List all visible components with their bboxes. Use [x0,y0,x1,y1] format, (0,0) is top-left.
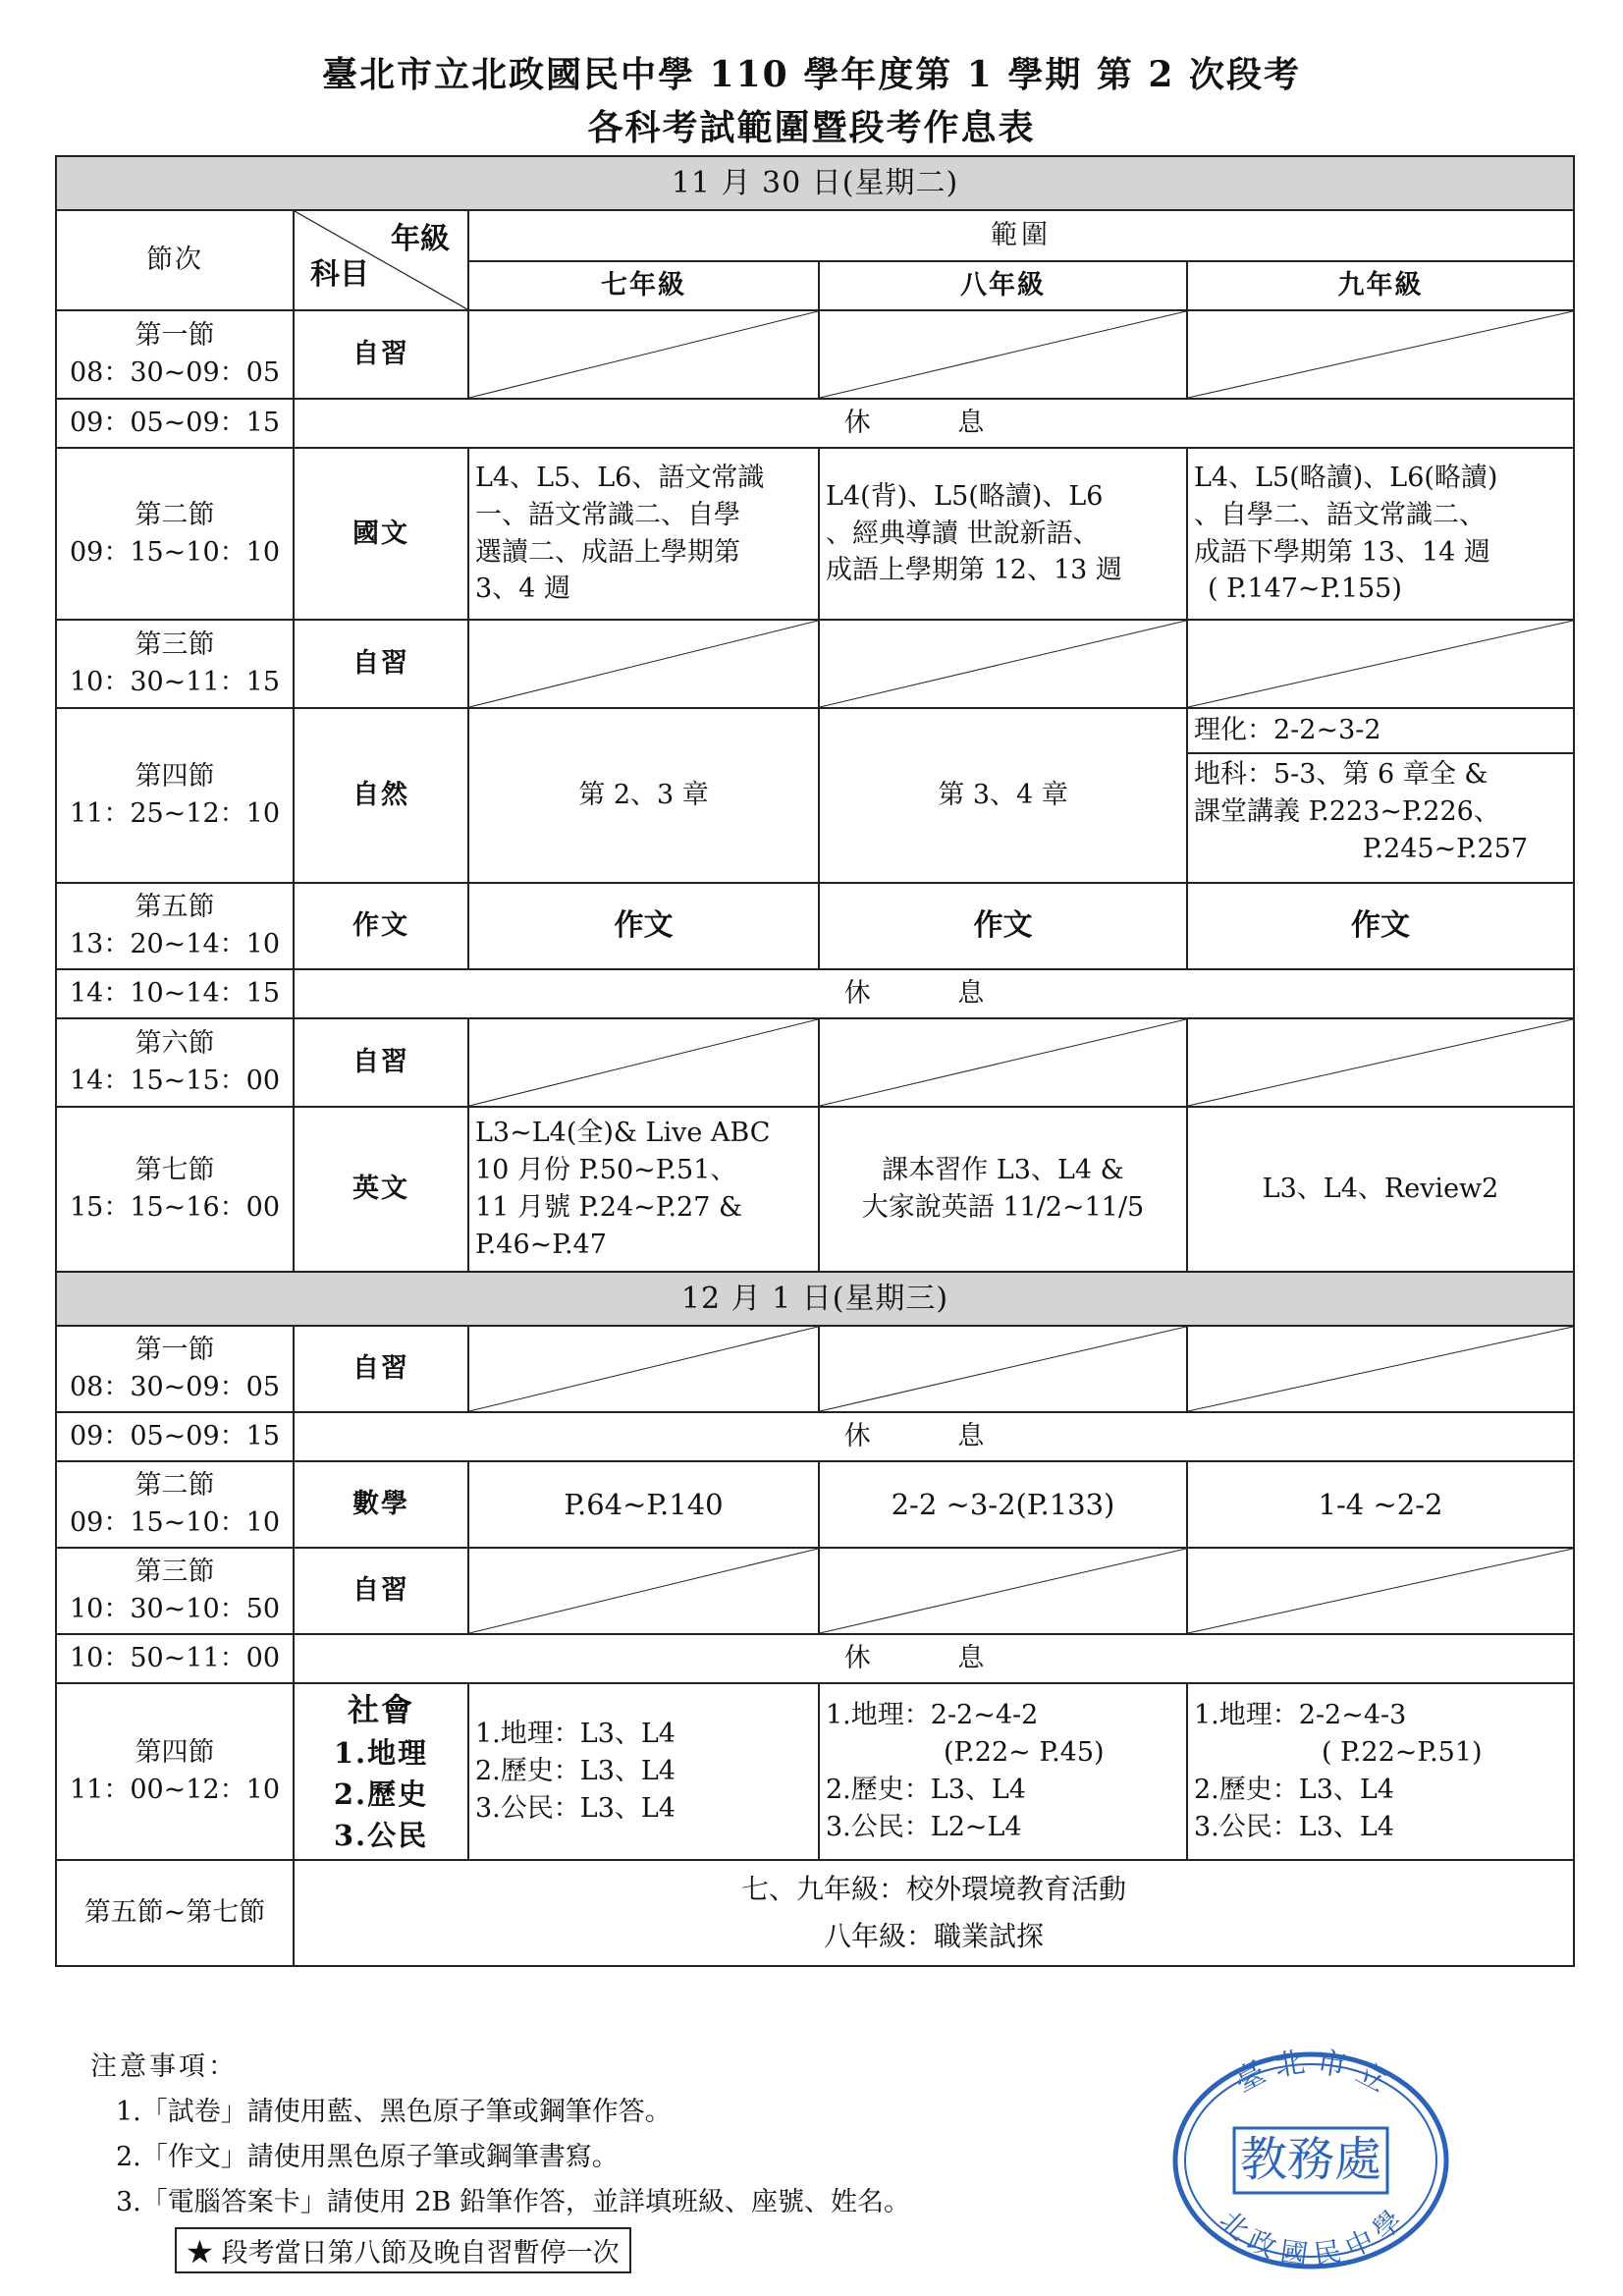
period-cell [56,310,294,399]
period-time: 09：15~10：10 [69,1507,281,1538]
empty-slash-cell [819,620,1187,708]
period-name: 第三節 [135,629,215,661]
header-grade8: 八年級 [819,261,1187,310]
rest-time: 14：10~14：15 [56,969,294,1018]
period-time: 11：25~12：10 [69,798,281,829]
range-grade7: L3~L4(全)& Live ABC 10 月份 P.50~P.51、 11 月號 P.24~P.27 & P.46~P.47 [468,1107,819,1272]
period-name: 第二節 [135,499,215,530]
day2-date: 12 月 1 日(星期三) [56,1272,1574,1326]
suspension-notice: ★ 段考當日第八節及晚自習暫停一次 [175,2227,631,2273]
range-grade9-earth-science: 地科：5-3、第 6 章全 & 課堂講義 P.223~P.226、 P.245~P.257 [1194,759,1528,864]
range-grade9: 1-4 ~2-2 [1187,1461,1574,1548]
notes-heading: 注意事項： [90,2051,238,2082]
seal-bottom-text: 北 政 國 民 中 學 [1213,2204,1409,2271]
range-grade7: 1.地理：L3、L4 2.歷史：L3、L4 3.公民：L3、L4 [468,1683,819,1860]
range-grade8: 第 3、4 章 [819,708,1187,883]
range-grade9: L3、L4、Review2 [1187,1107,1574,1272]
header-period: 節次 [56,210,294,310]
empty-slash-cell [819,310,1187,399]
seal-center-text: 教務處 [1239,2132,1382,2187]
header-grade9: 九年級 [1187,261,1574,310]
subject-cell: 自習 [294,310,468,399]
rest-label: 休 息 [294,969,1574,1018]
rest-time: 09：05~09：15 [56,1412,294,1461]
period-time: 15：15~16：00 [69,1192,281,1223]
period-cell [56,1326,294,1412]
activity-cell [294,1860,1574,1966]
empty-slash-cell [1187,1018,1574,1107]
rest-time: 09：05~09：15 [56,399,294,448]
range-grade8: 課本習作 L3、L4 & 大家說英語 11/2~11/5 [819,1107,1187,1272]
period-time: 08：30~09：05 [69,1372,281,1402]
range-grade9: L4、L5(略讀)、L6(略讀) 、自學二、語文常識二、 成語下學期第 13、14 週 ( P.147~P.155) [1187,448,1574,620]
period-cell [56,883,294,969]
svg-text:臺 北 市 立 [1229,2046,1392,2100]
svg-text:北 政 國 民 中 學 [1214,2204,1409,2270]
range-grade8: 作文 [819,883,1187,969]
rest-label: 休 息 [294,1634,1574,1683]
header-grade: 年級 [391,222,450,256]
empty-slash-cell [1187,310,1574,399]
subject-cell: 自習 [294,1018,468,1107]
range-grade9: 作文 [1187,883,1574,969]
day1-date: 11 月 30 日(星期二) [56,156,1574,210]
note-item: 3.「電腦答案卡」請使用 2B 鉛筆作答，並詳填班級、座號、姓名。 [116,2187,910,2217]
empty-slash-cell [468,1018,819,1107]
period-name: 第五節 [135,892,215,923]
note-item: 1.「試卷」請使用藍、黑色原子筆或鋼筆作答。 [116,2097,672,2127]
empty-slash-cell [1187,1548,1574,1634]
activity-grade79: 七、九年級：校外環境教育活動 [740,1873,1126,1906]
header-range: 範圍 [468,210,1574,261]
empty-slash-cell [468,310,819,399]
range-grade7: 第 2、3 章 [468,708,819,883]
subject-cell: 自習 [294,620,468,708]
rest-label: 休 息 [294,1412,1574,1461]
period-time: 11：00~12：10 [69,1775,281,1805]
empty-slash-cell [1187,1326,1574,1412]
subject-cell: 數學 [294,1461,468,1548]
period-name: 第一節 [135,1335,215,1366]
empty-slash-cell [819,1548,1187,1634]
period-cell [56,448,294,620]
period-time: 10：30~11：15 [69,667,281,697]
empty-slash-cell [468,1326,819,1412]
subject-cell: 自然 [294,708,468,883]
subject-cell: 作文 [294,883,468,969]
period-time: 13：20~14：10 [69,929,281,959]
period-name: 第一節 [135,320,215,352]
subject-cell: 國文 [294,448,468,620]
seal-top-text: 臺 北 市 立 [1229,2045,1392,2100]
range-grade7: 作文 [468,883,819,969]
academic-affairs-seal [1163,2038,1458,2273]
period-cell: 第五節~第七節 [56,1860,294,1966]
empty-slash-cell [819,1018,1187,1107]
period-cell [56,1548,294,1634]
period-time: 10：30~10：50 [69,1594,281,1624]
rest-label: 休 息 [294,399,1574,448]
period-name: 第四節 [135,761,215,793]
subject-cell: 社會 1.地理 2.歷史 3.公民 [294,1683,468,1860]
subject-cell: 自習 [294,1326,468,1412]
exam-schedule-table [55,155,1575,1967]
range-grade8: 1.地理：2-2~4-2 (P.22~ P.45) 2.歷史：L3、L4 3.公民：L2~L4 [819,1683,1187,1860]
subject-cell: 英文 [294,1107,468,1272]
period-name: 第四節 [135,1737,215,1769]
period-name: 第二節 [135,1470,215,1502]
note-item: 2.「作文」請使用黑色原子筆或鋼筆書寫。 [116,2142,619,2172]
document-subtitle: 各科考試範圍暨段考作息表 [587,107,1036,148]
range-grade9 [1187,708,1574,883]
period-name: 第六節 [135,1028,215,1060]
header-grade7: 七年級 [468,261,819,310]
range-grade9-physics: 理化：2-2~3-2 [1188,709,1573,754]
range-grade8: 2-2 ~3-2(P.133) [819,1461,1187,1548]
subject-cell: 自習 [294,1548,468,1634]
range-grade7: L4、L5、L6、語文常識 一、語文常識二、自學 選讀二、成語上學期第 3、4 週 [468,448,819,620]
header-subject: 科目 [310,257,369,292]
period-name: 第七節 [135,1155,215,1186]
empty-slash-cell [1187,620,1574,708]
period-cell [56,1683,294,1860]
period-time: 09：15~10：10 [69,536,281,568]
period-cell [56,708,294,883]
empty-slash-cell [819,1326,1187,1412]
period-time: 14：15~15：00 [69,1066,281,1096]
period-cell [56,1107,294,1272]
rest-time: 10：50~11：00 [56,1634,294,1683]
empty-slash-cell [468,620,819,708]
empty-slash-cell [468,1548,819,1634]
period-cell [56,1018,294,1107]
range-grade8: L4(背)、L5(略讀)、L6 、經典導讀 世說新語、 成語上學期第 12、13 週 [819,448,1187,620]
header-grade-subject [294,210,468,310]
range-grade7: P.64~P.140 [468,1461,819,1548]
period-name: 第三節 [135,1557,215,1588]
period-cell [56,1461,294,1548]
document-title: 臺北市立北政國民中學 110 學年度第 1 學期 第 2 次段考 [322,54,1301,95]
range-grade9: 1.地理：2-2~4-3 ( P.22~P.51) 2.歷史：L3、L4 3.公民：L3、L4 [1187,1683,1574,1860]
activity-grade8: 八年級：職業試探 [823,1920,1044,1952]
period-cell [56,620,294,708]
period-time: 08：30~09：05 [69,357,281,388]
